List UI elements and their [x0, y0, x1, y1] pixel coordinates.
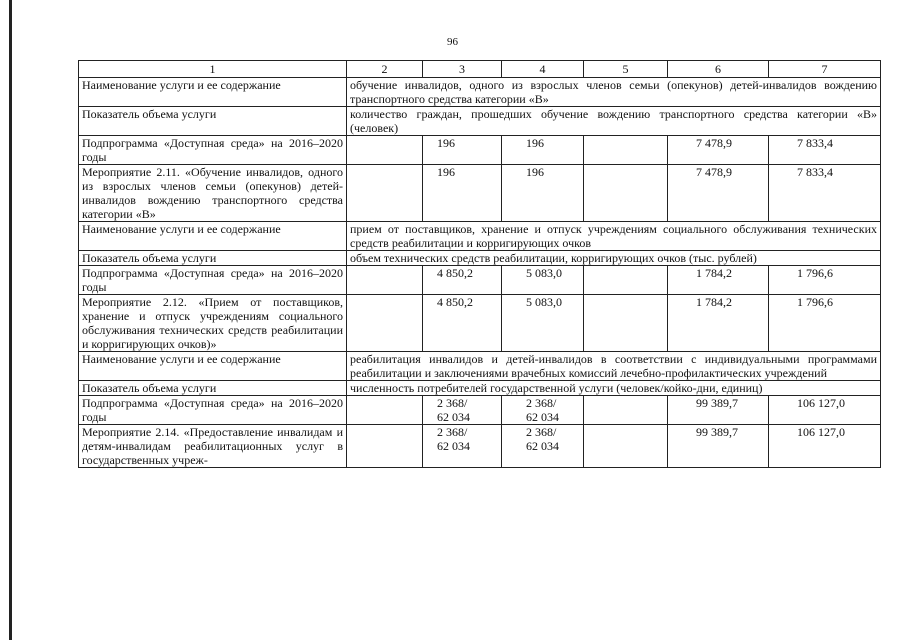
- table-row: [79, 136, 881, 165]
- row-label: Наименование услуги и ее содержание: [79, 352, 347, 381]
- value-cell: [347, 266, 423, 295]
- value-cell: [502, 396, 584, 425]
- value-cell: [423, 425, 502, 468]
- row-label: Мероприятие 2.14. «Предоставление инвалидам и детям-инвалидам реабилитационных услуг в государственных учреж-: [79, 425, 347, 468]
- value-cell: 106 127,0: [769, 396, 881, 425]
- row-label: Наименование услуги и ее содержание: [79, 222, 347, 251]
- value-cell: 1 784,2: [668, 295, 769, 352]
- row-label: Наименование услуги и ее содержание: [79, 78, 347, 107]
- table-row: [79, 352, 881, 381]
- row-label: Показатель объема услуги: [79, 251, 347, 266]
- value-cell: 196: [423, 165, 502, 222]
- table-row: [79, 251, 881, 266]
- value-cell: 4 850,2: [423, 266, 502, 295]
- service-description: прием от поставщиков, хранение и отпуск учреждениям социального обслуживания технических средств реабилитации и корригирующих очков: [347, 222, 881, 251]
- row-label: Показатель объема услуги: [79, 107, 347, 136]
- value-line: 2 368/: [437, 425, 468, 439]
- table-row: [79, 396, 881, 425]
- table-row: [79, 107, 881, 136]
- value-cell: 7 833,4: [769, 165, 881, 222]
- table-row: [79, 78, 881, 107]
- services-table: [78, 60, 881, 468]
- value-cell: 99 389,7: [668, 425, 769, 468]
- value-line: 2 368/: [526, 425, 557, 439]
- service-description: обучение инвалидов, одного из взрослых членов семьи (опекунов) детей-инвалидов вождению транспортного средства категории «В»: [347, 78, 881, 107]
- value-cell: 196: [423, 136, 502, 165]
- table-row: [79, 295, 881, 352]
- table-row: [79, 222, 881, 251]
- value-cell: [347, 396, 423, 425]
- row-label: Показатель объема услуги: [79, 381, 347, 396]
- value-cell: [347, 425, 423, 468]
- header-cell: 7: [769, 61, 881, 78]
- header-cell: 4: [502, 61, 584, 78]
- value-line: 2 368/: [437, 396, 468, 410]
- value-cell: [584, 266, 668, 295]
- service-description: объем технических средств реабилитации, корригирующих очков (тыс. рублей): [347, 251, 881, 266]
- value-cell: [584, 295, 668, 352]
- value-line: 62 034: [526, 410, 559, 424]
- value-cell: 1 796,6: [769, 295, 881, 352]
- row-label: Подпрограмма «Доступная среда» на 2016–2020 годы: [79, 136, 347, 165]
- service-description: количество граждан, прошедших обучение вождению транспортного средства категории «В» (человек): [347, 107, 881, 136]
- value-cell: 7 478,9: [668, 165, 769, 222]
- table-row: [79, 266, 881, 295]
- value-cell: [584, 425, 668, 468]
- page-number: 96: [447, 36, 458, 48]
- row-label: Подпрограмма «Доступная среда» на 2016–2020 годы: [79, 396, 347, 425]
- value-cell: 7 478,9: [668, 136, 769, 165]
- value-line: 2 368/: [526, 396, 557, 410]
- value-cell: [584, 396, 668, 425]
- value-cell: [423, 396, 502, 425]
- value-cell: [347, 165, 423, 222]
- header-cell: 5: [584, 61, 668, 78]
- table-row: [79, 425, 881, 468]
- row-label: Мероприятие 2.12. «Прием от поставщиков, хранение и отпуск учреждениям социального обслуживания технических средств реабилитации и корригирующих очков)»: [79, 295, 347, 352]
- value-cell: 4 850,2: [423, 295, 502, 352]
- header-cell: 6: [668, 61, 769, 78]
- value-cell: [584, 165, 668, 222]
- value-cell: 106 127,0: [769, 425, 881, 468]
- header-cell: 1: [79, 61, 347, 78]
- service-description: численность потребителей государственной услуги (человек/койко-дни, единиц): [347, 381, 881, 396]
- value-line: 62 034: [526, 439, 559, 453]
- value-line: 62 034: [437, 410, 470, 424]
- value-cell: 196: [502, 165, 584, 222]
- value-cell: 1 784,2: [668, 266, 769, 295]
- table-row: [79, 381, 881, 396]
- value-cell: 5 083,0: [502, 295, 584, 352]
- left-margin-bar: [9, 0, 12, 640]
- value-cell: [347, 136, 423, 165]
- header-row: [79, 61, 881, 78]
- value-line: 62 034: [437, 439, 470, 453]
- header-cell: 2: [347, 61, 423, 78]
- service-description: реабилитация инвалидов и детей-инвалидов в соответствии с индивидуальными программами реабилитации и заключениями врачебных комиссий лечебно-профилактических учреждений: [347, 352, 881, 381]
- value-cell: [502, 425, 584, 468]
- row-label: Мероприятие 2.11. «Обучение инвалидов, одного из взрослых членов семьи (опекунов) детей-инвалидов вождению транспортного средства категории «В»: [79, 165, 347, 222]
- header-cell: 3: [423, 61, 502, 78]
- row-label: Подпрограмма «Доступная среда» на 2016–2020 годы: [79, 266, 347, 295]
- table-row: [79, 165, 881, 222]
- value-cell: [584, 136, 668, 165]
- value-cell: [347, 295, 423, 352]
- value-cell: 99 389,7: [668, 396, 769, 425]
- value-cell: 7 833,4: [769, 136, 881, 165]
- value-cell: 5 083,0: [502, 266, 584, 295]
- value-cell: 1 796,6: [769, 266, 881, 295]
- value-cell: 196: [502, 136, 584, 165]
